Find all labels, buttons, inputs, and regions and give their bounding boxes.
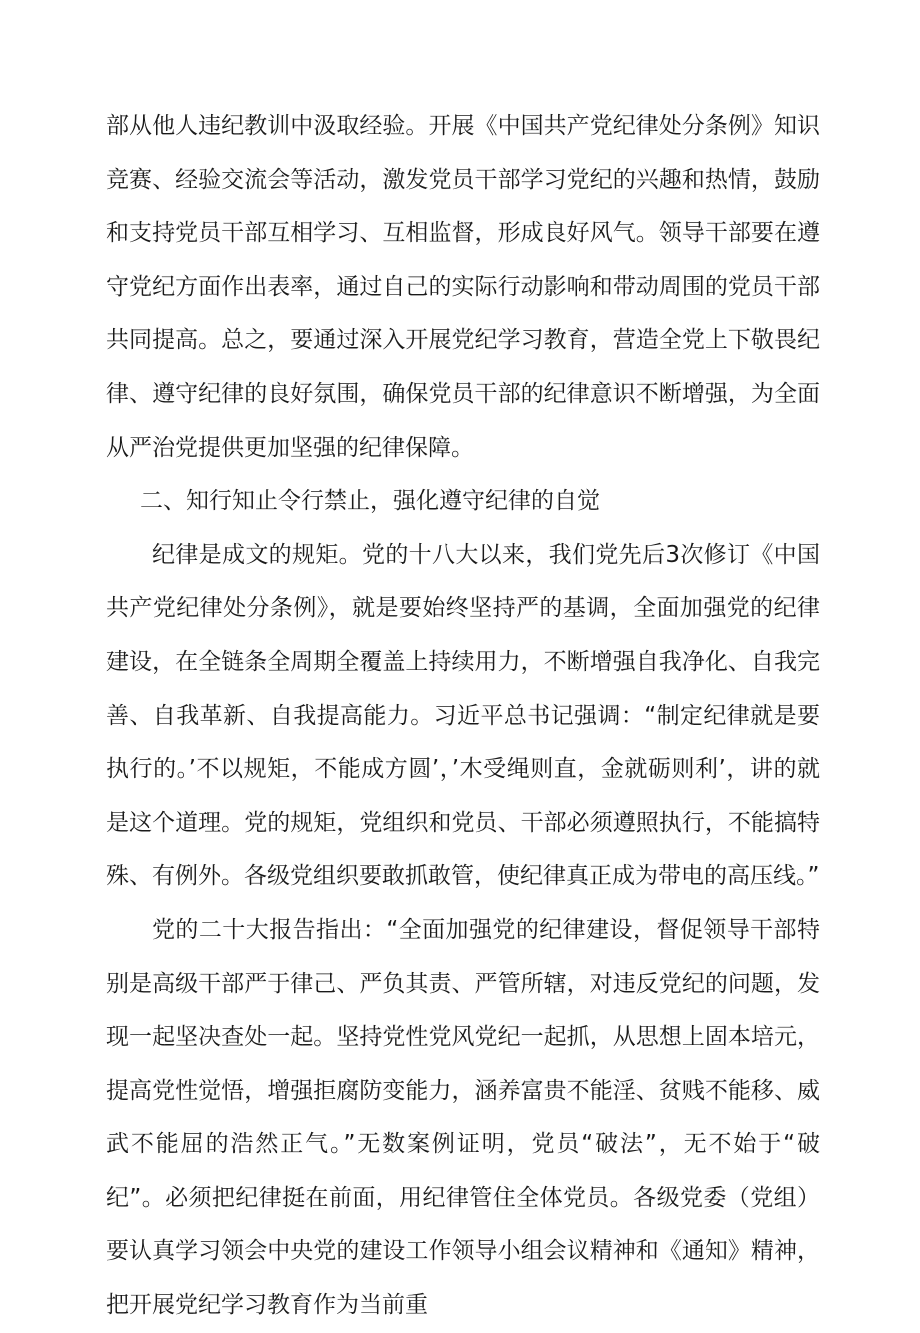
document-body xyxy=(106,100,820,1333)
paragraph-party-congress-report: 党的二十大报告指出：“全面加强党的纪律建设，督促领导干部特别是高级干部严于律己、严负其责、严管所辖，对违反党纪的问题，发现一起坚决查处一起。坚持党性党风党纪一起抓，从思想上固本培元，提高党性觉悟，增强拒腐防变能力，涵养富贵不能淫、贫贱不能移、威武不能屈的浩然正气。”无数案例证明，党员“破法”，无不始于“破纪”。必须把纪律挺在前面，用纪律管住全体党员。各级党委（党组）要认真学习领会中央党的建设工作领导小组会议精神和《通知》精神，把开展党纪学习教育作为当前重 xyxy=(106,916,820,1319)
section-heading: 二、知行知止令行禁止，强化遵守纪律的自觉 xyxy=(140,488,600,515)
paragraph-discipline-rules: 纪律是成文的规矩。党的十八大以来，我们党先后3次修订《中国共产党纪律处分条例》，就是要始终坚持严的基调，全面加强党的纪律建设，在全链条全周期全覆盖上持续用力，不断增强自我净化、自我完善、自我革新、自我提高能力。习近平总书记强调：“制定纪律就是要执行的。’不以规矩，不能成方圆’，’木受绳则直，金就砺则利’，讲的就是这个道理。党的规矩，党组织和党员、干部必须遵照执行，不能搞特殊、有例外。各级党组织要敢抓敢管，使纪律真正成为带电的高压线。” xyxy=(106,541,820,890)
paragraph-continuation: 部从他人违纪教训中汲取经验。开展《中国共产党纪律处分条例》知识竞赛、经验交流会等活动，激发党员干部学习党纪的兴趣和热情，鼓励和支持党员干部互相学习、互相监督，形成良好风气。领导干部要在遵守党纪方面作出表率，通过自己的实际行动影响和带动周围的党员干部共同提高。总之，要通过深入开展党纪学习教育，营造全党上下敬畏纪律、遵守纪律的良好氛围，确保党员干部的纪律意识不断增强，为全面从严治党提供更加坚强的纪律保障。 xyxy=(106,113,820,461)
